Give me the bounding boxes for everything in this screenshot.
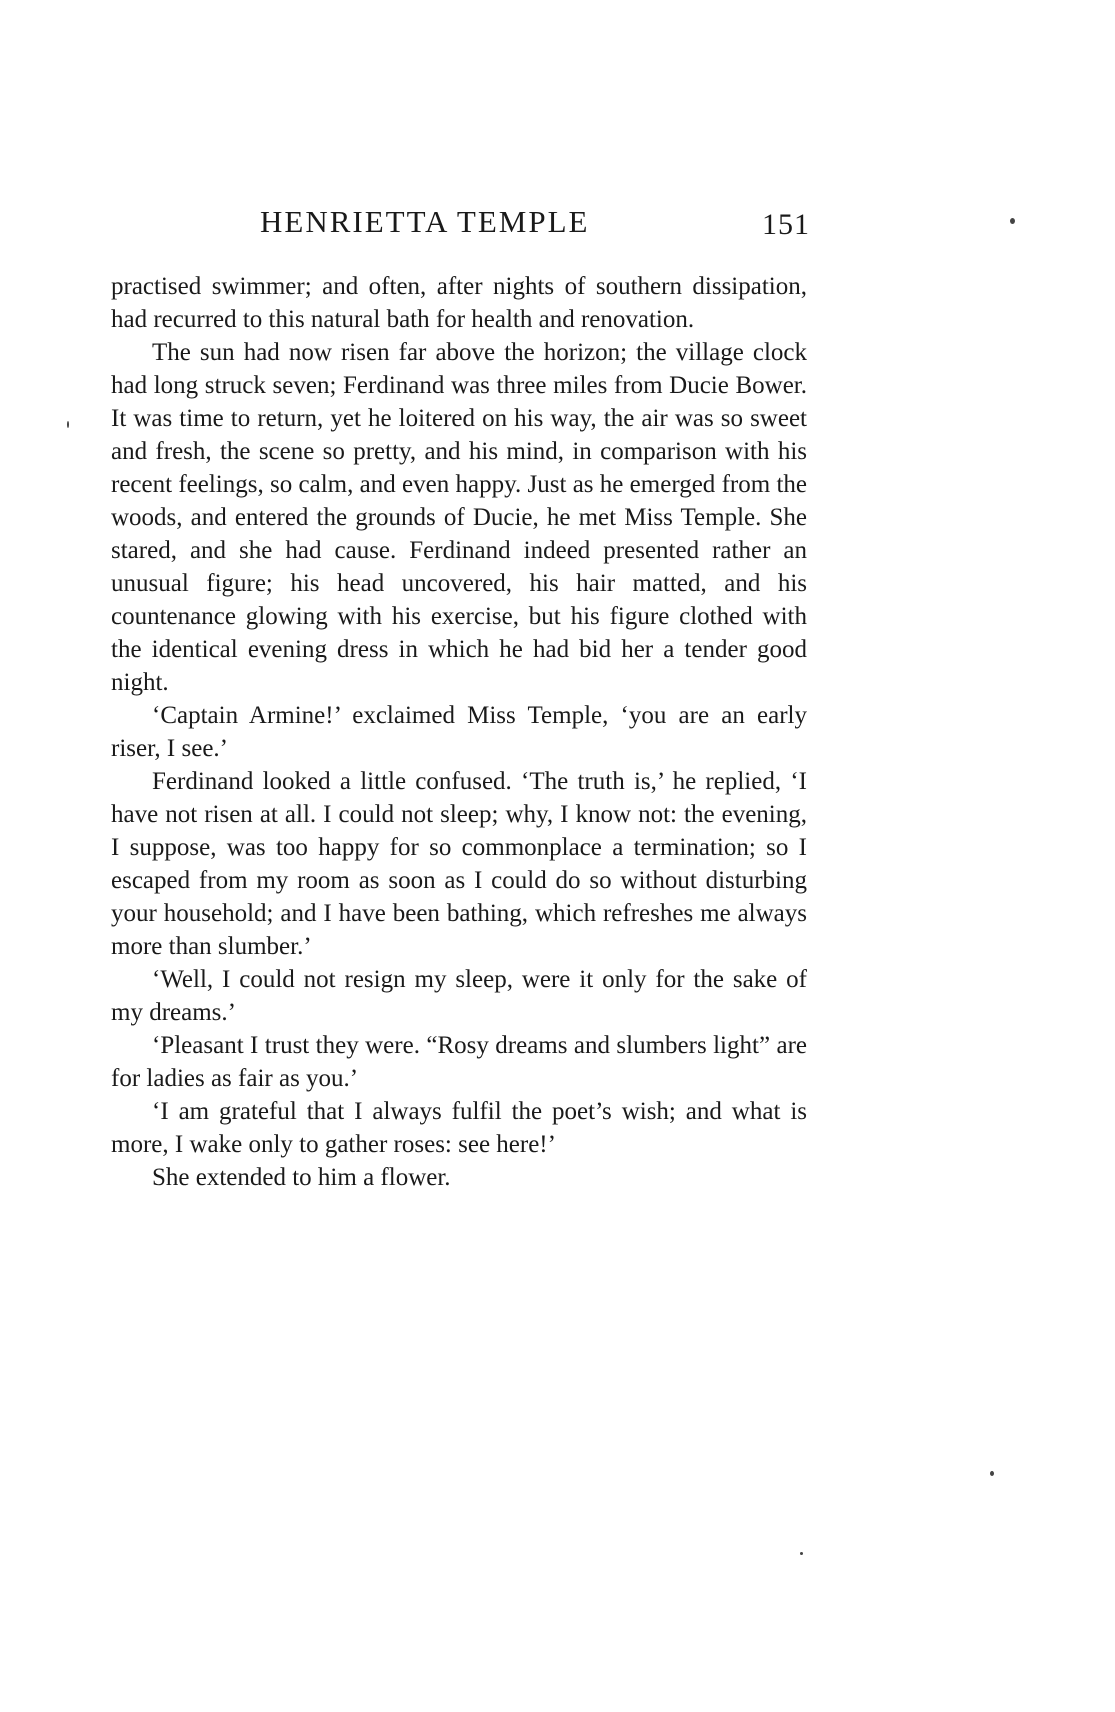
paragraph: ‘Pleasant I trust they were. “Rosy dreams and slumbers light” are for ladies as fair as you.’ xyxy=(111,1032,807,1092)
scan-speck xyxy=(1010,218,1015,224)
paragraph: Ferdinand looked a little confused. ‘The truth is,’ he replied, ‘I have not risen at all. I could not sleep; why, I know not: the evening, I suppose, was too happy for so commonplace a termination; so I escaped from my room as soon as I could do so without disturbing your household; and I have been bathing, which refreshes me always more than slumber.’ xyxy=(111,768,807,960)
paragraph: The sun had now risen far above the horizon; the village clock had long struck seven; Ferdinand was three miles from Ducie Bower. It was time to return, yet he loitered on his way, the air was so sweet and fresh, the scene so pretty, and his mind, in comparison with his recent feelings, so calm, and even happy. Just as he emerged from the woods, and entered the grounds of Ducie, he met Miss Temple. She stared, and she had cause. Ferdinand indeed presented rather an unusual figure; his head uncovered, his hair matted, and his countenance glowing with his exercise, but his figure clothed with the identical evening dress in which he had bid her a tender good night. xyxy=(111,339,807,696)
paragraph-continued: practised swimmer; and often, after nights of southern dissipation, had recurred to this natural bath for health and renovation. xyxy=(111,273,807,333)
paragraph: ‘Well, I could not resign my sleep, were it only for the sake of my dreams.’ xyxy=(111,966,807,1026)
scan-speck xyxy=(990,1471,994,1476)
page-number: 151 xyxy=(762,208,810,241)
scan-speck xyxy=(800,1552,803,1555)
body-text xyxy=(111,270,807,1194)
running-head xyxy=(110,200,810,240)
paragraph: She extended to him a flower. xyxy=(152,1164,451,1191)
scan-speck xyxy=(67,421,69,428)
paragraph: ‘I am grateful that I always fulfil the poet’s wish; and what is more, I wake only to gather roses: see here!’ xyxy=(111,1098,807,1158)
running-title: HENRIETTA TEMPLE xyxy=(260,204,590,239)
paragraph: ‘Captain Armine!’ exclaimed Miss Temple, ‘you are an early riser, I see.’ xyxy=(111,702,807,762)
